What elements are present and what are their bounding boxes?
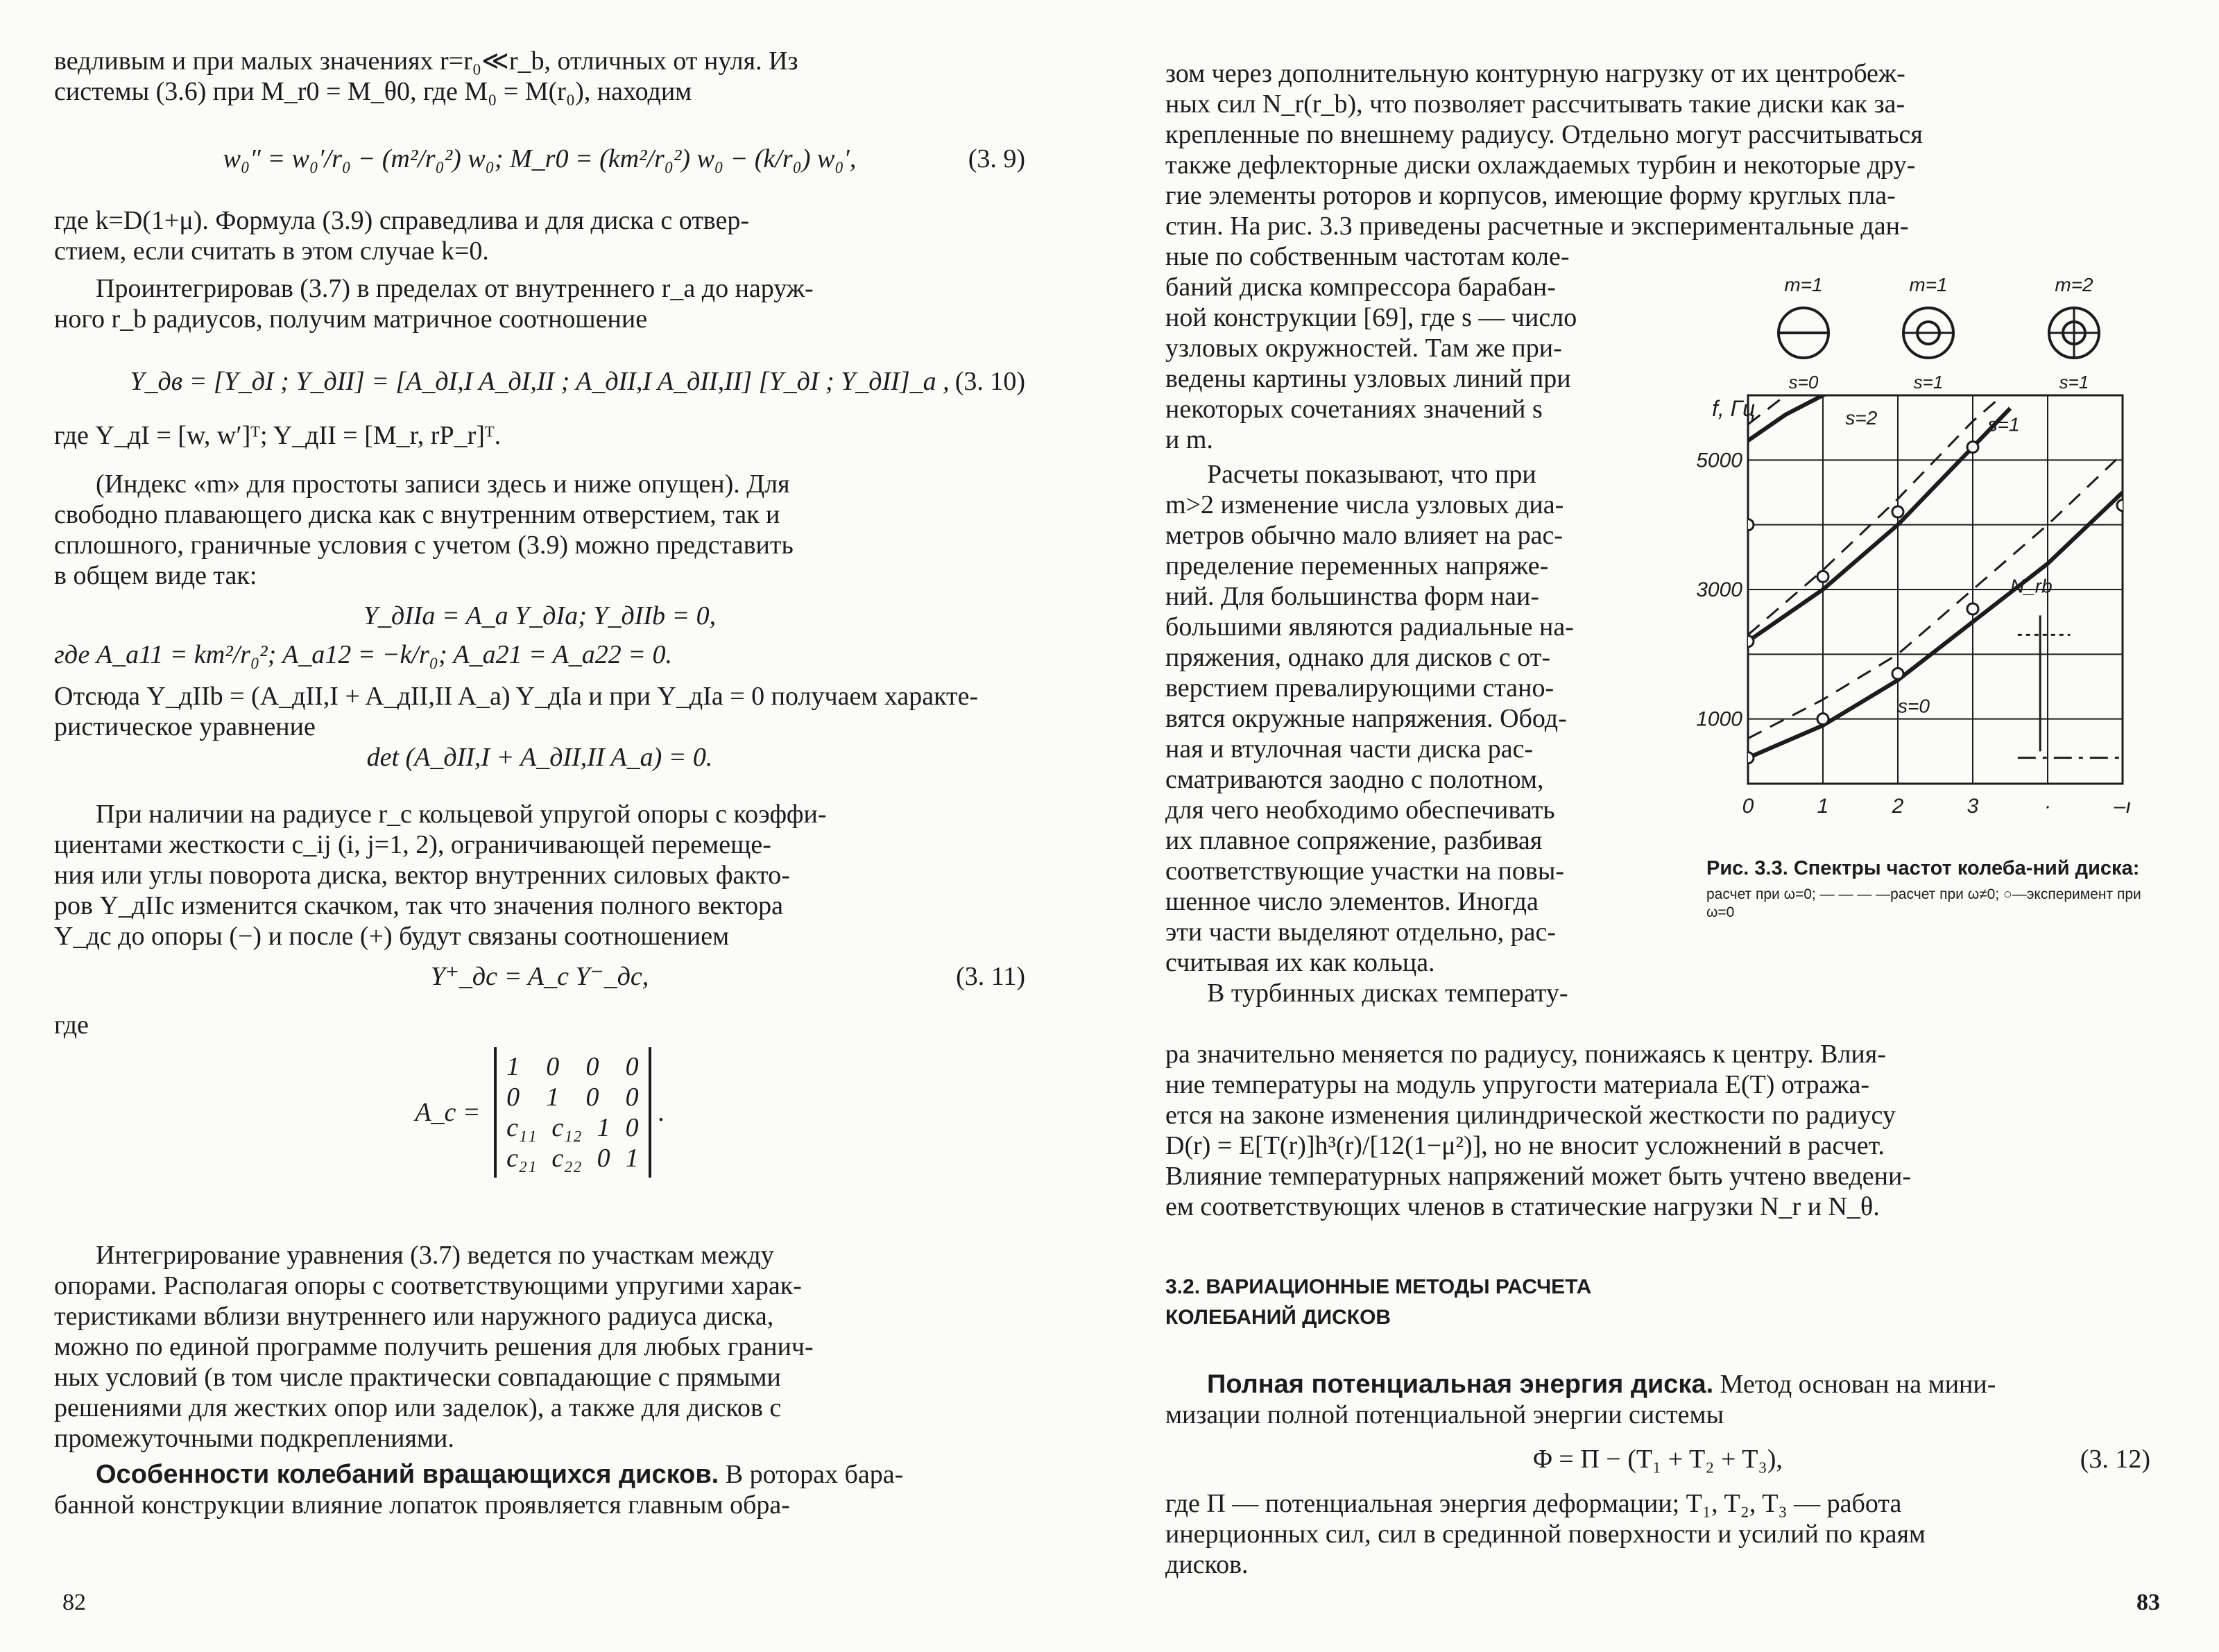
text-line: сплошного, граничные условия с учетом (3.9) можно представить (54, 531, 794, 560)
matrix-cell: 0 (625, 1083, 639, 1112)
text-line: В турбинных дисках температу- (1207, 979, 1568, 1008)
text-line: дисков. (1165, 1550, 1249, 1579)
text-line: в общем виде так: (54, 561, 257, 590)
text-line: Расчеты показывают, что при (1207, 460, 1536, 489)
text-line: эти части выделяют отдельно, рас- (1165, 918, 1556, 947)
matrix-cell: 0 (585, 1052, 599, 1081)
text-line: сматриваются заодно с полотном, (1165, 765, 1544, 794)
experiment-point (1967, 603, 1978, 614)
text-line: некоторых сочетаниях значений s (1165, 395, 1543, 424)
equation-3-11: Y⁺_дc = A_c Y⁻_дc, (3. 11) (430, 962, 1025, 991)
matrix-cell: 0 (546, 1052, 560, 1081)
chart-annotation: s=0 (1898, 695, 1930, 717)
right-narrow-column (1165, 241, 1693, 1008)
text-line: Особенности колебаний вращающихся дисков. В роторах бара- (96, 1460, 904, 1489)
right-top-block (1165, 58, 2150, 241)
text-line: инерционных сил, сил в срединной поверхности и усилий по краям (1165, 1520, 1926, 1549)
s-label: s=1 (2059, 372, 2089, 393)
text-line: где (54, 1010, 89, 1040)
right-bottom-block (1165, 1039, 2150, 1580)
text-line: При наличии на радиусе r_c кольцевой упругой опоры с коэффи- (96, 800, 827, 829)
chart-labels (1696, 396, 2131, 818)
runin-heading: Полная потенциальная энергия диска. (1207, 1370, 1714, 1399)
text-line: ристическое уравнение (54, 712, 316, 741)
x-tick-label: · (2044, 795, 2051, 818)
matrix-cell: c₁₂ (551, 1113, 582, 1142)
chart-annotation: N_rb (2010, 575, 2053, 597)
y-tick-label: 5000 (1696, 449, 1742, 472)
y-axis-label: f, Гц (1712, 396, 1756, 421)
text-line: ная и втулочная части диска рас- (1165, 734, 1534, 764)
equation-3-9: w₀″ = w₀′/r₀ − (m²/r₀²) w₀; M_r0 = (km²/r₀²) w₀ − (k/r₀) w₀′, (3. 9) (54, 128, 1025, 190)
text-line: ров Y_дIIc изменится скачком, так что значения полного вектора (54, 891, 783, 920)
mode-label: m=1 (1909, 274, 1948, 295)
text-line: баний диска компрессора барабан- (1165, 273, 1556, 302)
series-line-dashed (1748, 454, 2123, 739)
text-line: ем соответствующих членов в статические нагрузки N_r и N_θ. (1165, 1192, 1880, 1221)
text-line: где Y_дI = [w, w′]ᵀ; Y_дII = [M_r, rP_r]ᵀ. (54, 421, 502, 450)
experiment-point (1742, 519, 1754, 531)
right-page (1110, 0, 2219, 1652)
characteristic-equation: det (A_дII,I + A_дII,II A_a) = 0. (366, 743, 713, 772)
experiment-point (1892, 668, 1903, 679)
equation-number: (3. 11) (956, 962, 1025, 991)
text-line: Отсюда Y_дIIb = (A_дII,I + A_дII,II A_a) Y_дIa и при Y_дIa = 0 получаем характе- (54, 682, 979, 711)
text-line: Полная потенциальная энергия диска. Метод основан на мини- (1207, 1370, 1996, 1399)
matrix (494, 1047, 651, 1178)
text-line: ные по собственным частотам коле- (1165, 242, 1570, 271)
boundary-equation: Y_дIIa = A_a Y_дIa; Y_дIIb = 0, (363, 601, 717, 630)
text-line: системы (3.6) при M_r0 = M_θ0, где M₀ = M(r₀), находим (54, 77, 692, 106)
text-line: решениями для жестких опор или заделок), а также для дисков с (54, 1393, 782, 1422)
text-line: ных условий (в том числе практически совпадающие с прямыми (54, 1363, 781, 1392)
matrix-cell: 0 (625, 1052, 639, 1081)
text-line: пределение переменных напряже- (1165, 551, 1549, 580)
matrix-cell: c₁₁ (506, 1113, 537, 1142)
text-line: и m. (1165, 425, 1213, 454)
text-line: также дефлекторные диски охлаждаемых турбин и некоторые дру- (1165, 150, 1916, 180)
text-line: где k=D(1+μ). Формула (3.9) справедлива и для диска с отвер- (54, 206, 750, 235)
text-line: стием, если считать в этом случае k=0. (54, 236, 489, 266)
experiment-point (1817, 571, 1828, 582)
text-line: ведены картины узловых линий при (1165, 364, 1571, 393)
matrix-cell: 1 (506, 1052, 520, 1081)
matrix-label: A_c = (415, 1098, 481, 1127)
matrix-cell: 0 (506, 1083, 520, 1112)
x-tick-label: 1 (1817, 795, 1829, 818)
text-line: свободно плавающего диска как с внутренним отверстием, так и (54, 500, 780, 529)
text-line: ведливым и при малых значениях r=r₀≪r_b, отличных от нуля. Из (54, 46, 798, 76)
text-line: где Π — потенциальная энергия деформации; T₁, T₂, T₃ — работа (1165, 1489, 1902, 1518)
text-line: вятся окружные напряжения. Обод- (1165, 704, 1567, 733)
caption-legend: расчет при ω=0; — — — —расчет при ω≠0; ○—эксперимент при ω=0 (1706, 886, 2141, 920)
experiment-point (1742, 636, 1754, 647)
matrix-cell: 1 (546, 1083, 560, 1112)
series-line-dashed (1748, 389, 2010, 635)
text-line: большими являются радиальные на- (1165, 612, 1574, 642)
s-label: s=1 (1913, 372, 1944, 393)
matrix-cell: 1 (597, 1113, 610, 1142)
x-tick-label: 2 (1892, 795, 1904, 818)
section-heading: 3.2. ВАРИАЦИОННЫЕ МЕТОДЫ РАСЧЕТА КОЛЕБАНИЙ ДИСКОВ (1165, 1275, 1592, 1329)
text-line: теристиками вблизи внутреннего или наружного радиуса диска, (54, 1302, 774, 1331)
matrix-cell: c₂₂ (551, 1144, 582, 1173)
matrix-row (506, 1143, 639, 1173)
text-line: циентами жесткости c_ij (i, j=1, 2), ограничивающей перемеще- (54, 830, 771, 859)
matrix-cell: 0 (585, 1083, 599, 1112)
text-line: D(r) = E[T(r)]h³(r)/[12(1−μ²)], но не вносит усложнений в расчет. (1165, 1131, 1885, 1160)
text-line: гие элементы роторов и корпусов, имеющие форму круглых пла- (1165, 181, 1896, 210)
text-line: промежуточными подкреплениями. (54, 1424, 454, 1453)
matrix-row (506, 1051, 639, 1082)
page-number: 83 (2136, 1590, 2160, 1615)
caption-title: Рис. 3.3. Спектры частот колеба-ний диска: (1706, 857, 2140, 879)
mode-label: m=1 (1784, 274, 1823, 295)
chart-annotation: s=1 (1987, 413, 2020, 436)
text-line: ной конструкции [69], где s — число (1165, 303, 1577, 332)
y-tick-label: 3000 (1696, 578, 1742, 601)
chart-grid (1748, 395, 2123, 784)
text-line: крепленные по внешнему радиусу. Отдельно могут рассчитываться (1165, 120, 1923, 149)
frequency-spectrum-chart (1696, 264, 2150, 846)
text-line: ра значительно меняется по радиусу, понижаясь к центру. Влия- (1165, 1040, 1886, 1069)
matrix-ac: A_c = 1 0 0 0 0 1 0 0 c₁₁ c₁₂ 1 0 c₂₁ c₂₂ 0 1 . (54, 1047, 1025, 1221)
text-line: узловых окружностей. Там же при- (1165, 334, 1562, 363)
matrix-cell: 1 (625, 1144, 639, 1173)
chart-series (1742, 343, 2128, 763)
text-line: верстием превалирующими стано- (1165, 673, 1554, 703)
text-line: считывая их как кольца. (1165, 948, 1435, 977)
x-tick-label: 3 (1967, 795, 1979, 818)
text-line: можно по единой программе получить решения для любых гранич- (54, 1332, 814, 1361)
equation-number: (3. 10) (954, 367, 1025, 396)
text-line: для чего необходимо обеспечивать (1165, 795, 1555, 825)
equation-3-12: Φ = Π − (T₁ + T₂ + T₃), (3. 12) (1533, 1445, 2150, 1474)
page-number: 82 (62, 1590, 86, 1615)
runin-heading: Особенности колебаний вращающихся дисков. (96, 1460, 719, 1489)
text-line: их плавное сопряжение, разбивая (1165, 826, 1543, 855)
series-line-solid (1748, 492, 2123, 758)
matrix-cell: 0 (597, 1144, 610, 1173)
text-line: m>2 изменение числа узловых диа- (1165, 490, 1564, 519)
figure-caption (1706, 857, 2150, 922)
text-line: ного r_b радиусов, получим матричное соотношение (54, 304, 648, 334)
experiment-point (1817, 714, 1828, 725)
text-line: шенное число элементов. Иногда (1165, 887, 1539, 916)
chart-annotation: s=2 (1845, 407, 1878, 429)
s-label: s=0 (1788, 372, 1819, 393)
matrix-cell: 0 (625, 1113, 639, 1142)
text-line: соответствующие участки на повы- (1165, 857, 1565, 886)
equation-number: (3. 9) (968, 144, 1025, 173)
text-line: ния или углы поворота диска, вектор внутренних силовых факто- (54, 861, 790, 890)
text-line: метров обычно мало влияет на рас- (1165, 521, 1563, 550)
matrix-row (506, 1082, 639, 1112)
text-line: ется на законе изменения цилиндрической жесткости по радиусу (1165, 1101, 1896, 1130)
experiment-point (1967, 442, 1978, 453)
text-line: Проинтегрировав (3.7) в пределах от внутреннего r_a до наруж- (96, 274, 814, 303)
x-tick-label: 0 (1742, 795, 1754, 818)
text-line: опорами. Располагая опоры с соответствующими упругими харак- (54, 1271, 802, 1300)
matrix-row (506, 1112, 639, 1143)
text-line: где A_a11 = km²/r₀²; A_a12 = −k/r₀; A_a21 = A_a22 = 0. (54, 640, 672, 669)
equation-number: (3. 12) (2080, 1445, 2150, 1474)
text-line: банной конструкции влияние лопаток проявляется главным обра- (54, 1490, 790, 1520)
experiment-point (1742, 752, 1754, 764)
figure-3-3 (1696, 264, 2150, 920)
matrix-cell: c₂₁ (506, 1144, 537, 1173)
experiment-point (2117, 500, 2128, 511)
text-line: ние температуры на модуль упругости материала E(T) отража- (1165, 1070, 1870, 1099)
mode-label: m=2 (2055, 274, 2093, 295)
text-line: стин. На рис. 3.3 приведены расчетные и экспериментальные дан- (1165, 212, 1909, 241)
text-line: Интегрирование уравнения (3.7) ведется по участкам между (96, 1241, 774, 1270)
nodal-patterns (1779, 274, 2099, 393)
text-line: ных сил N_r(r_b), что позволяет рассчитывать такие диски как за- (1165, 89, 1905, 119)
text-line: Y_дc до опоры (−) и после (+) будут связаны соотношением (54, 922, 730, 951)
text-line: (Индекс «m» для простоты записи здесь и ниже опущен). Для (96, 470, 790, 499)
text-line: мизации полной потенциальной энергии системы (1165, 1400, 1724, 1429)
text-line: пряжения, однако для дисков с от- (1165, 643, 1550, 672)
text-line: зом через дополнительную контурную нагрузку от их центробеж- (1165, 59, 1905, 88)
equation-3-10: Y_дв = [Y_дI ; Y_дII] = [A_дI,I A_дI,II ; A_дII,I A_дII,II] [Y_дI ; Y_дII]_a , (3. 10) (54, 347, 1025, 416)
y-tick-label: 1000 (1696, 707, 1742, 731)
text-line: Влияние температурных напряжений может быть учтено введени- (1165, 1162, 1911, 1191)
x-tick-label: –ı (2114, 795, 2132, 818)
left-column (54, 46, 1025, 1520)
experiment-point (1892, 506, 1903, 517)
text-line: ний. Для большинства форм наи- (1165, 582, 1539, 611)
